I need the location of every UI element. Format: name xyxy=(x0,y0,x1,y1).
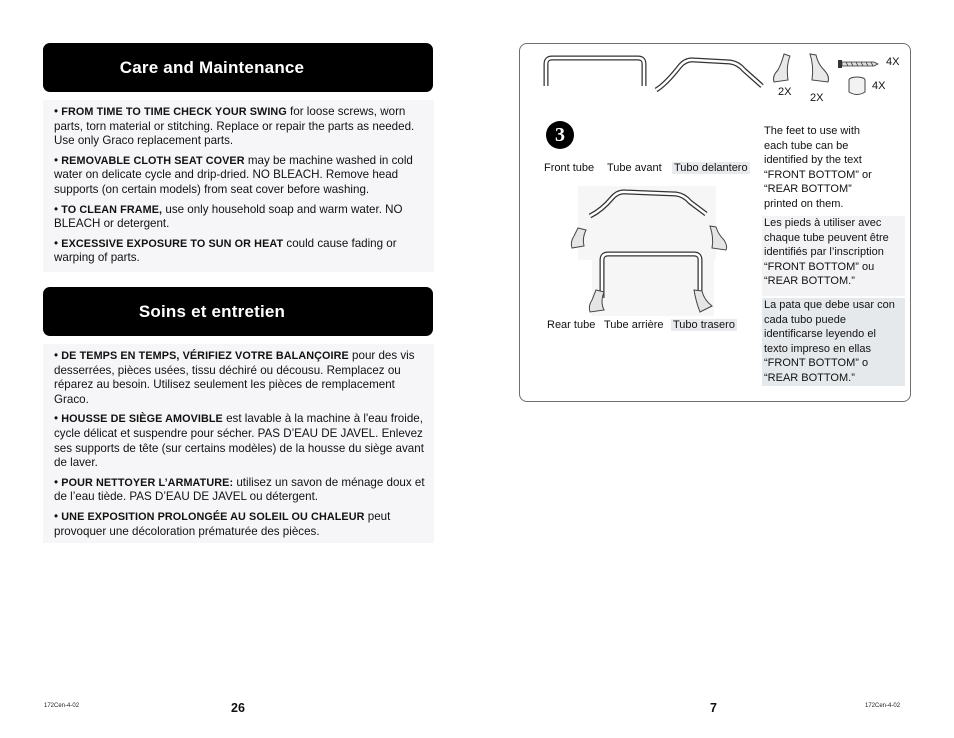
front-tube-label-es: Tubo delantero xyxy=(674,162,748,174)
cap-icon xyxy=(848,76,868,98)
screw-icon xyxy=(836,58,880,70)
list-item: • HOUSSE DE SIÈGE AMOVIBLE est lavable à la machine à l'eau froide, cycle délicat et suspendre pour sécher. PAS D’EAU DE JAVEL. Enlevez ses supports de tête (sur certains modèles) de la housse du siège avant de laver. xyxy=(54,412,424,470)
feet-note-fr: Les pieds à utiliser avec chaque tube peuvent être identifiés par l’inscription “FRONT BOTTOM” ou “REAR BOTTOM.” xyxy=(764,217,889,287)
list-item: • TO CLEAN FRAME, use only household soap and warm water. NO BLEACH or detergent. xyxy=(54,202,403,231)
cap-quantity: 4X xyxy=(872,80,886,92)
foot-left-quantity: 2X xyxy=(778,86,792,98)
right-page-number: 7 xyxy=(710,701,717,715)
rear-tube-with-feet-illustration xyxy=(588,250,718,320)
left-page-number: 26 xyxy=(231,701,245,715)
right-folio: 172Cen-4-02 xyxy=(865,703,901,709)
list-item: • EXCESSIVE EXPOSURE TO SUN OR HEAT could cause fading or warping of parts. xyxy=(54,236,397,265)
list-item: • FROM TIME TO TIME CHECK YOUR SWING for loose screws, worn parts, torn material or stitching. Replace or repair the parts as needed. Use only Graco replacement parts. xyxy=(54,105,415,148)
assembly-step-panel xyxy=(519,43,911,402)
rear-tube-label-en: Rear tube xyxy=(547,319,596,331)
front-tube-label-en: Front tube xyxy=(544,162,595,174)
front-tube-label-fr: Tube avant xyxy=(607,162,662,174)
care-maintenance-header xyxy=(43,43,433,92)
rear-tube-label-fr: Tube arrière xyxy=(604,319,664,331)
soins-entretien-header xyxy=(43,287,433,336)
rear-tube-label-es: Tubo trasero xyxy=(673,319,735,331)
list-item: • DE TEMPS EN TEMPS, VÉRIFIEZ VOTRE BALANÇOIRE pour des vis desserrées, pièces usées, tissu déchiré ou décousu. Remplacez ou réparez au besoin. Utilisez seulement les pièces de remplacement Graco. xyxy=(54,349,415,406)
list-item: • REMOVABLE CLOTH SEAT COVER may be machine washed in cold water on delicate cycle and drip-dried. NO BLEACH. Remove head supports (on certain models) from seat cover before washing. xyxy=(54,153,413,196)
feet-note-en: The feet to use with each tube can be identified by the text “FRONT BOTTOM” or “REAR BOTTOM” printed on them. xyxy=(764,125,872,210)
screw-quantity: 4X xyxy=(886,56,900,68)
feet-note-es: La pata que debe usar con cada tubo puede identificarse leyendo el texto impreso en ellas “FRONT BOTTOM” o “REAR BOTTOM.” xyxy=(764,299,895,384)
care-maintenance-title: Care and Maintenance xyxy=(119,57,305,77)
step-number-badge: 3 xyxy=(546,121,574,149)
list-item: • POUR NETTOYER L’ARMATURE: utilisez un savon de ménage doux et de l’eau tiède. PAS D’EAU DE JAVEL ou détergent. xyxy=(54,475,425,504)
foot-right-quantity: 2X xyxy=(810,92,824,104)
soins-entretien-section xyxy=(43,344,434,543)
parts-tubes-illustration xyxy=(538,52,778,102)
soins-entretien-title: Soins et entretien xyxy=(138,301,286,321)
left-folio: 172Cen-4-02 xyxy=(44,703,80,709)
list-item: • UNE EXPOSITION PROLONGÉE AU SOLEIL OU CHALEUR peut provoquer une décoloration prématurée des pièces. xyxy=(54,509,391,538)
care-maintenance-section xyxy=(43,100,434,272)
